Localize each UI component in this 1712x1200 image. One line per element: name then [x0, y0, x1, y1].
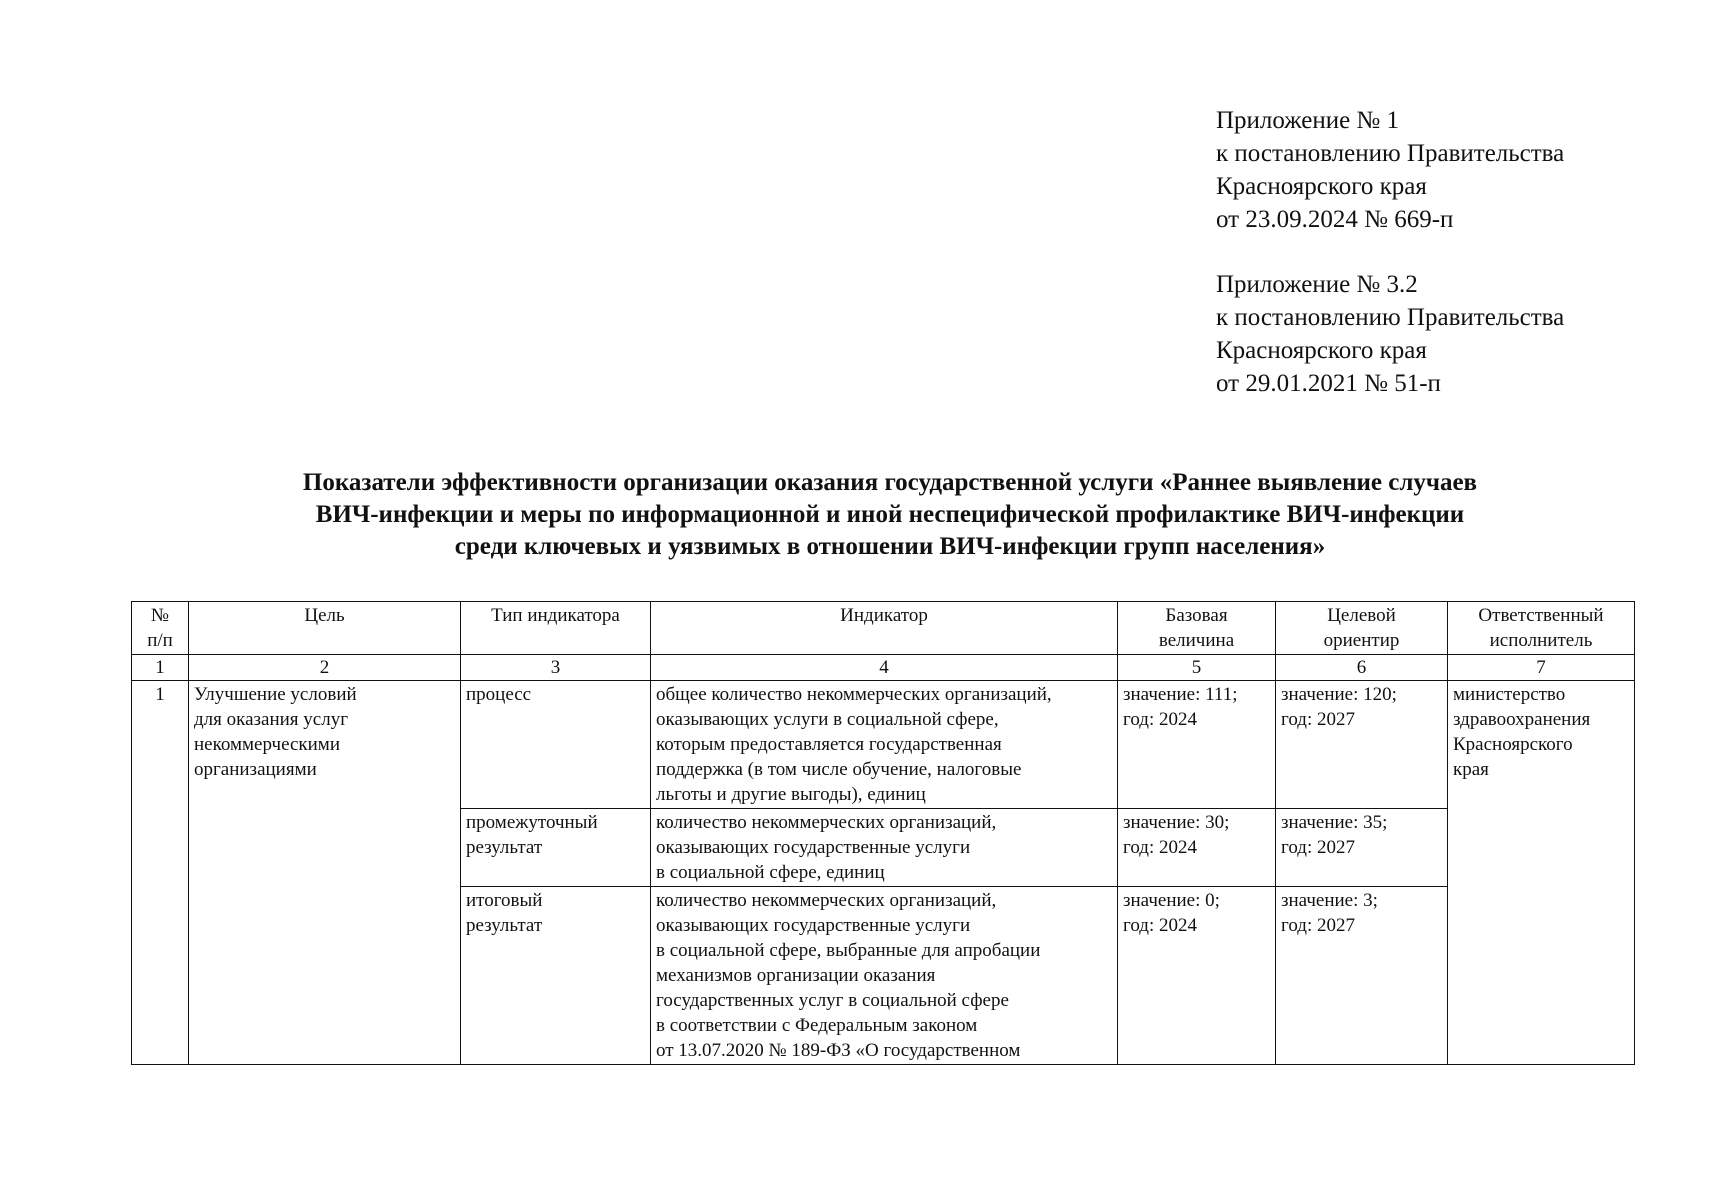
column-number: 5: [1118, 655, 1276, 681]
indicator-line: от 13.07.2020 № 189-ФЗ «О государственном: [656, 1040, 1021, 1061]
indicator-type-line: результат: [466, 837, 543, 858]
appendix-1-line: от 23.09.2024 № 669-п: [1216, 206, 1454, 233]
document-title-line: Показатели эффективности организации оказания государственной услуги «Раннее выявление случаев: [302, 469, 1478, 496]
indicator-type-cell: [461, 681, 651, 809]
indicator-line: оказывающих услуги в социальной сфере,: [656, 709, 999, 730]
base-value-cell: [1118, 887, 1276, 1065]
indicator-text-cell: [651, 887, 1118, 1065]
target-line: значение: 120;: [1281, 684, 1397, 705]
indicator-line: в соответствии с Федеральным законом: [656, 1015, 978, 1036]
indicator-line: в социальной сфере, выбранные для апробации: [656, 940, 1041, 961]
appendix-2-line: Красноярского края: [1216, 337, 1427, 364]
target-cell: [1276, 809, 1448, 887]
executor-cell: [1448, 681, 1635, 1065]
header-target: [1276, 602, 1448, 655]
indicator-text-cell: [651, 681, 1118, 809]
header-text: Целевой: [1327, 605, 1396, 626]
target-line: значение: 3;: [1281, 890, 1378, 911]
appendix-2-line: от 29.01.2021 № 51-п: [1216, 370, 1441, 397]
column-number: 6: [1276, 655, 1448, 681]
header-text: п/п: [147, 630, 173, 651]
appendix-1-line: Красноярского края: [1216, 173, 1427, 200]
indicator-line: оказывающих государственные услуги: [656, 915, 971, 936]
document-title-line: ВИЧ-инфекции и меры по информационной и иной неспецифической профилактике ВИЧ-инфекции: [315, 501, 1465, 528]
base-value-line: год: 2024: [1123, 709, 1197, 730]
header-text: Индикатор: [840, 605, 928, 626]
header-text: Цель: [304, 605, 345, 626]
header-text: Ответственный: [1478, 605, 1604, 626]
indicator-line: поддержка (в том числе обучение, налоговые: [656, 759, 1022, 780]
column-number: 2: [189, 655, 461, 681]
indicator-line: оказывающих государственные услуги: [656, 837, 971, 858]
appendix-2-line: Приложение № 3.2: [1216, 271, 1418, 298]
column-number: 1: [132, 655, 189, 681]
target-cell: [1276, 887, 1448, 1065]
base-value-line: значение: 30;: [1123, 812, 1230, 833]
goal-line: Улучшение условий: [194, 684, 357, 705]
indicator-type-line: итоговый: [466, 890, 543, 911]
appendix-2-block: [1216, 268, 1564, 400]
base-value-line: значение: 111;: [1123, 684, 1238, 705]
executor-line: здравоохранения: [1453, 709, 1591, 730]
target-line: год: 2027: [1281, 915, 1355, 936]
header-base-value: [1118, 602, 1276, 655]
target-line: год: 2027: [1281, 709, 1355, 730]
header-text: №: [150, 605, 170, 626]
base-value-line: год: 2024: [1123, 837, 1197, 858]
goal-cell: [189, 681, 461, 1065]
header-indicator: [651, 602, 1118, 655]
base-value-line: год: 2024: [1123, 915, 1197, 936]
base-value-cell: [1118, 681, 1276, 809]
document-title-line: среди ключевых и уязвимых в отношении ВИЧ-инфекции групп населения»: [454, 533, 1326, 560]
table-header-row: [132, 602, 1635, 655]
indicator-text-cell: [651, 809, 1118, 887]
indicator-type-line: промежуточный: [466, 812, 598, 833]
indicator-type-line: результат: [466, 915, 543, 936]
target-line: значение: 35;: [1281, 812, 1388, 833]
appendix-1-block: [1216, 104, 1564, 236]
indicator-line: количество некоммерческих организаций,: [656, 812, 997, 833]
indicators-table: [131, 601, 1635, 1065]
indicator-type-cell: [461, 887, 651, 1065]
table-row: [132, 681, 1635, 809]
indicator-line: в социальной сфере, единиц: [656, 862, 885, 883]
column-number-row: [132, 655, 1635, 681]
goal-line: некоммерческими: [194, 734, 340, 755]
indicator-line: льготы и другие выгоды), единиц: [656, 784, 926, 805]
indicator-line: количество некоммерческих организаций,: [656, 890, 997, 911]
executor-line: края: [1453, 759, 1489, 780]
header-number: [132, 602, 189, 655]
base-value-line: значение: 0;: [1123, 890, 1220, 911]
target-line: год: 2027: [1281, 837, 1355, 858]
goal-line: организациями: [194, 759, 317, 780]
document-title: [120, 467, 1660, 563]
appendix-2-line: к постановлению Правительства: [1216, 304, 1565, 331]
header-text: ориентир: [1323, 630, 1400, 651]
indicator-type-line: процесс: [466, 684, 532, 705]
base-value-cell: [1118, 809, 1276, 887]
appendix-1-line: Приложение № 1: [1216, 107, 1400, 134]
executor-line: министерство: [1453, 684, 1566, 705]
header-text: исполнитель: [1489, 630, 1593, 651]
indicator-line: общее количество некоммерческих организаций,: [656, 684, 1052, 705]
header-indicator-type: [461, 602, 651, 655]
indicator-line: государственных услуг в социальной сфере: [656, 990, 1009, 1011]
indicator-line: которым предоставляется государственная: [656, 734, 1002, 755]
header-executor: [1448, 602, 1635, 655]
row-number: 1: [132, 681, 189, 1065]
header-goal: [189, 602, 461, 655]
indicator-type-cell: [461, 809, 651, 887]
appendix-1-line: к постановлению Правительства: [1216, 140, 1565, 167]
column-number: 3: [461, 655, 651, 681]
column-number: 4: [651, 655, 1118, 681]
header-text: Тип индикатора: [491, 605, 620, 626]
executor-line: Красноярского: [1453, 734, 1573, 755]
header-text: величина: [1158, 630, 1235, 651]
header-text: Базовая: [1165, 605, 1228, 626]
column-number: 7: [1448, 655, 1635, 681]
indicator-line: механизмов организации оказания: [656, 965, 936, 986]
goal-line: для оказания услуг: [194, 709, 348, 730]
target-cell: [1276, 681, 1448, 809]
